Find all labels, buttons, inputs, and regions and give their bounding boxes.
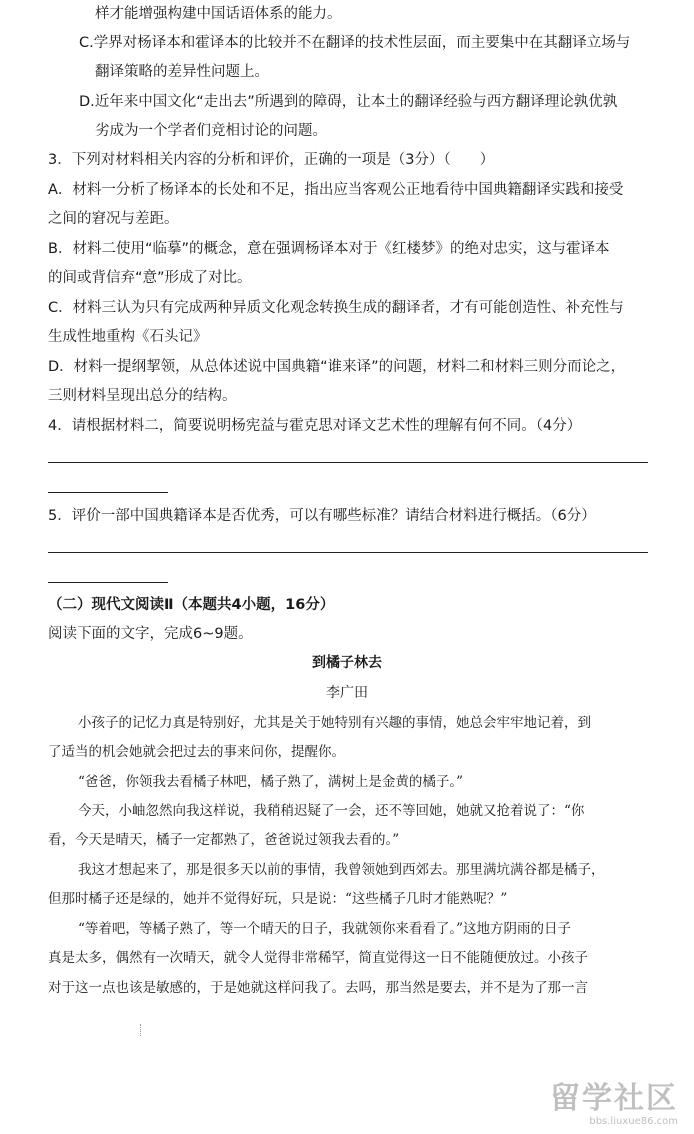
q3-option-a-line-1: A．材料一分析了杨译本的长处和不足，指出应当客观公正地看待中国典籍翻译实践和接受 [48,182,624,198]
q3-option-b-line-1: B．材料二使用“临摹”的概念，意在强调杨译本对于《红楼梦》的绝对忠实，这与霍译本 [48,241,610,257]
passage-line: 我这才想起来了，那是很多天以前的事情，我曾领她到西郊去。那里满坑满谷都是橘子， [78,862,605,878]
q3-option-d-line-1: D．材料一提纲挈领，从总体述说中国典籍“谁来译”的问题，材料二和材料三则分而论之， [48,359,626,375]
question-4-stem: 4．请根据材料二，简要说明杨宪益与霍克思对译文艺术性的理解有何不同。（4分） [48,418,582,434]
watermark-brand: 留学社区 [550,1081,678,1116]
q3-option-a-line-2: 之间的窘况与差距。 [48,211,179,227]
watermark-url: bbs.liuxue86.com [589,1116,678,1127]
passage-line: 今天，小岫忽然向我这样说，我稍稍迟疑了一会，还不等回她，她就又抢着说了：“你 [78,803,585,819]
article-author: 李广田 [326,685,368,701]
question-5-stem: 5．评价一部中国典籍译本是否优秀，可以有哪些标准？请结合材料进行概括。（6分） [48,508,596,524]
answer-line-short[interactable] [48,492,168,493]
option-c-line-2: 翻译策略的差异性问题上。 [95,64,269,80]
passage-line: 小孩子的记忆力真是特别好，尤其是关于她特别有兴趣的事情，她总会牢牢地记着，到 [78,715,591,731]
option-d-line-1: D.近年来中国文化“走出去”所遇到的障碍，让本土的翻译经验与西方翻译理论孰优孰 [79,94,618,110]
q3-option-b-line-2: 的间或背信弃“意”形成了对比。 [48,270,252,286]
option-d-line-2: 劣成为一个学者们竞相讨论的问题。 [95,123,327,139]
passage-line: 但那时橘子还是绿的，她并不觉得好玩，只是说：“这些橘子几时才能熟呢？” [48,891,508,907]
passage-line: 真是太多，偶然有一次晴天，就令人觉得非常稀罕，简直觉得这一日不能随便放过。小孩子 [48,950,588,966]
scan-artifact [140,1024,142,1036]
option-c-line-1: C.学界对杨译本和霍译本的比较并不在翻译的技术性层面，而主要集中在其翻译立场与 [79,35,631,51]
option-b-continuation: 样才能增强构建中国话语体系的能力。 [95,6,342,22]
article-title: 到橘子林去 [312,655,382,671]
answer-line-short[interactable] [48,582,168,583]
passage-line: 了适当的机会她就会把过去的事来问你，提醒你。 [48,744,345,760]
question-3-stem: 3．下列对材料相关内容的分析和评价，正确的一项是（3分）（ ） [48,152,495,168]
passage-line: 对于这一点也该是敏感的，于是她就这样问我了。去吗，那当然是要去，并不是为了那一言 [48,980,588,996]
q3-option-d-line-2: 三则材料呈现出总分的结构。 [48,388,237,404]
watermark [550,1082,678,1128]
section-instruction: 阅读下面的文字，完成6~9题。 [48,626,253,642]
passage-line: “等着吧，等橘子熟了，等一个晴天的日子，我就领你来看看了。”这地方阴雨的日子 [78,921,572,937]
passage-line: “爸爸，你领我去看橘子林吧，橘子熟了，满树上是金黄的橘子。” [78,774,464,790]
answer-line[interactable] [48,462,648,463]
q3-option-c-line-2: 生成性地重构《石头记》 [48,329,208,345]
section-heading: （二）现代文阅读Ⅱ（本题共4小题，16分） [48,597,335,613]
passage-line: 看，今天是晴天，橘子一定都熟了，爸爸说过领我去看的。” [48,832,400,848]
q3-option-c-line-1: C．材料三认为只有完成两种异质文化观念转换生成的翻译者，才有可能创造性、补充性与 [48,300,624,316]
answer-line[interactable] [48,552,648,553]
